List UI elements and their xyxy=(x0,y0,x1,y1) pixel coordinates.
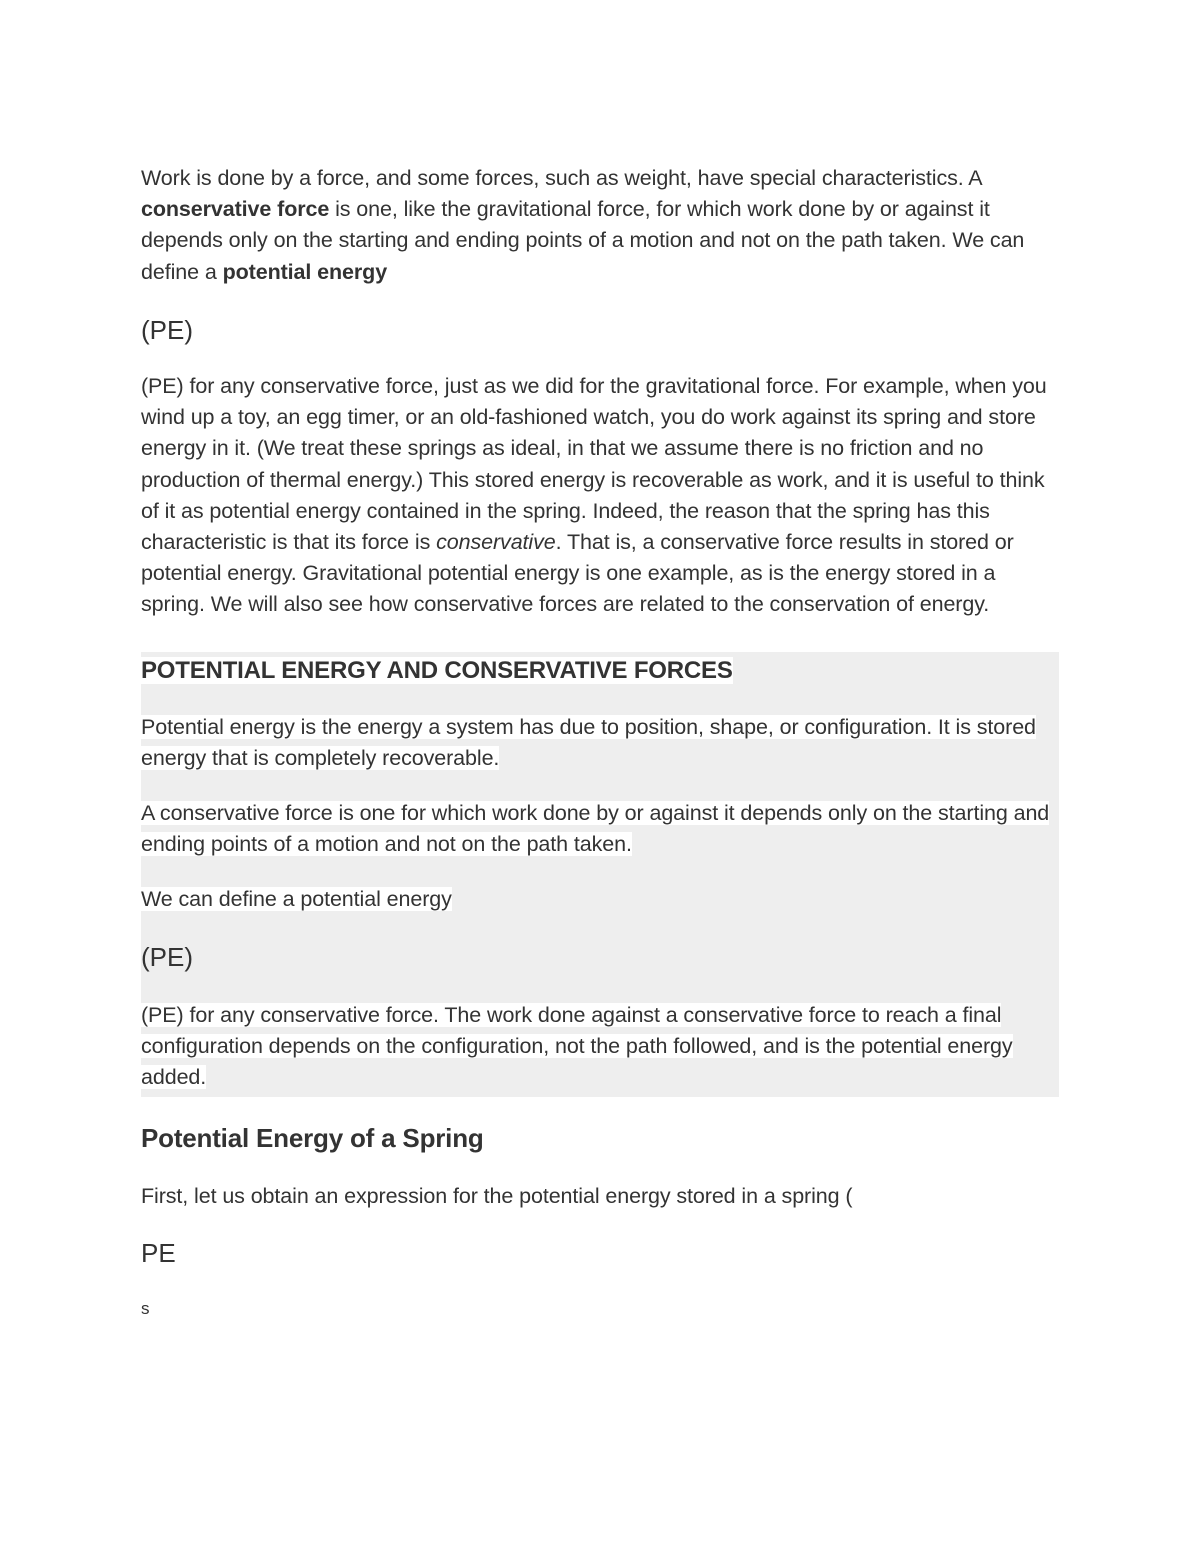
intro-paragraph-2 xyxy=(141,371,1059,621)
callout-box xyxy=(141,652,1059,1097)
callout-paragraph-1: Potential energy is the energy a system has due to position, shape, or configuration. It is stored energy that is completely recoverable. xyxy=(141,715,1036,771)
intro-text-a: Work is done by a force, and some forces, such as weight, have special characteristics. A xyxy=(141,166,982,190)
spring-paragraph-1: First, let us obtain an expression for the potential energy stored in a spring ( xyxy=(141,1184,853,1208)
intro-text-b: is one, like the gravitational force, for which work done by or against it depends only on the starting and ending points of a motion and not on the path taken. We can define a xyxy=(141,197,1025,284)
section-title-spring: Potential Energy of a Spring xyxy=(141,1123,484,1153)
term-conservative-force: conservative force xyxy=(141,197,330,222)
term-potential-energy: potential energy xyxy=(222,259,388,284)
spring-subscript-s: s xyxy=(141,1299,150,1318)
pe-equation-label: (PE) xyxy=(141,315,193,345)
intro-paragraph-1 xyxy=(141,163,1059,288)
callout-paragraph-2: A conservative force is one for which work done by or against it depends only on the starting and ending points of a motion and not on the path taken. xyxy=(141,801,1050,857)
callout-paragraph-4: (PE) for any conservative force. The work done against a conservative force to reach a final configuration depends on the configuration, not the path followed, and is the potential energy added. xyxy=(141,1003,1013,1090)
intro-p2-text-a: (PE) for any conservative force, just as we did for the gravitational force. For example, when you wind up a toy, an egg timer, or an old-fashioned watch, you do work against its spring and store energy in it. (We treat these springs as ideal, in that we assume there is no friction and no production of thermal energy.) This stored energy is recoverable as work, and it is useful to think of it as potential energy contained in the spring. Indeed, the reason that the spring has this characteristic is that its force is xyxy=(141,374,1047,555)
spring-pe-label: PE xyxy=(141,1238,176,1268)
callout-pe-label: (PE) xyxy=(141,942,193,972)
callout-title: POTENTIAL ENERGY AND CONSERVATIVE FORCES xyxy=(141,657,733,684)
callout-paragraph-3: We can define a potential energy xyxy=(141,887,452,911)
intro-p2-text-b: . That is, a conservative force results in stored or potential energy. Gravitational potential energy is one example, as is the energy stored in a spring. We will also see how conservative forces are related to the conservation of energy. xyxy=(141,530,1014,617)
term-conservative-italic: conservative xyxy=(436,530,556,555)
